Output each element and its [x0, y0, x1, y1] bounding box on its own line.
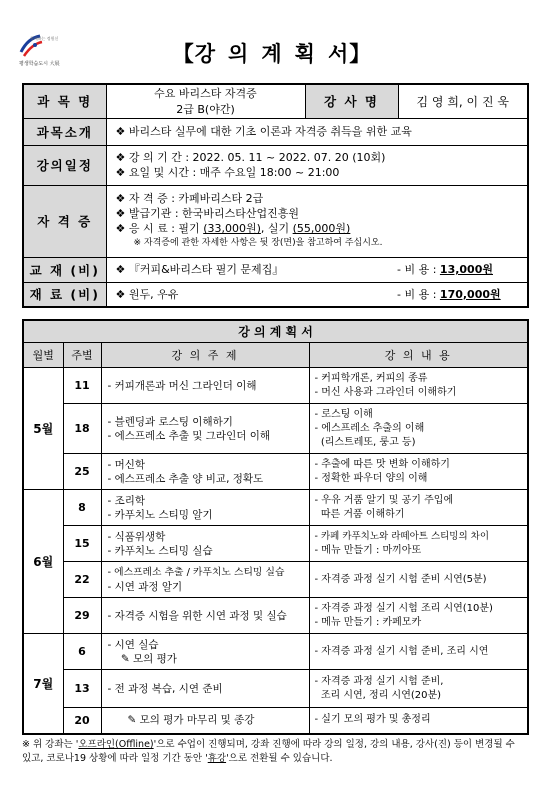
topic-cell: ✎ 모의 평가 마무리 및 종강	[101, 708, 309, 734]
cert-text: ❖ 자 격 증 : 카페바리스타 2급 ❖ 발급기관 : 한국바리스타산업진흥원 ❖ 응 시 료 : 필기 (33,000원), 실기 (55,000원) ※ 자격증에 관한 자세한 사항은 뒷 장(면)을 참고하여 주십시오.	[106, 185, 528, 257]
schedule-text: ❖ 강 의 기 간 : 2022. 05. 11 ~ 2022. 07. 20 (10회) ❖ 요일 및 시간 : 매주 수요일 18:00 ~ 21:00	[106, 145, 528, 185]
table-row	[23, 404, 528, 454]
document-title: 【강 의 계 획 서】	[172, 42, 372, 66]
textbook-label: 교 재 (비)	[23, 257, 106, 282]
content-cell: - 실기 모의 평가 및 총정리	[309, 708, 528, 734]
subject-label: 과 목 명	[23, 84, 106, 118]
table-row	[23, 454, 528, 490]
topic-cell: - 시연 실습 ✎ 모의 평가	[101, 634, 309, 670]
header-month: 월별	[23, 343, 63, 368]
header-week: 주별	[63, 343, 101, 368]
content-cell: - 로스팅 이해 - 에스프레소 추출의 이해 (리스트레또, 룽고 등)	[309, 404, 528, 454]
lecture-schedule-table	[22, 319, 529, 735]
table-row	[23, 598, 528, 634]
topic-cell: - 자격증 시험을 위한 시연 과정 및 실습	[101, 598, 309, 634]
week-cell: 22	[63, 562, 101, 598]
topic-cell: - 블렌딩과 로스팅 이해하기 - 에스프레소 추출 및 그라인더 이해	[101, 404, 309, 454]
instructor-name: 김 영 희, 이 진 욱	[398, 84, 528, 118]
week-cell: 6	[63, 634, 101, 670]
week-cell: 8	[63, 490, 101, 526]
instructor-label: 강 사 명	[305, 84, 398, 118]
subject-name: 수요 바리스타 자격증 2급 B(야간)	[106, 84, 305, 118]
table-row	[23, 368, 528, 404]
week-cell: 20	[63, 708, 101, 734]
header-content: 강 의 내 용	[309, 343, 528, 368]
cert-label: 자 격 증	[23, 185, 106, 257]
content-cell: - 카페 카푸치노와 라떼아트 스티밍의 차이 - 메뉴 만들기 : 마끼아또	[309, 526, 528, 562]
content-cell: - 추출에 따른 맛 변화 이해하기 - 정확한 파우더 양의 이해	[309, 454, 528, 490]
week-cell: 18	[63, 404, 101, 454]
table-row	[23, 562, 528, 598]
table-row	[23, 708, 528, 734]
material-label: 재 료 (비)	[23, 282, 106, 307]
table-row	[23, 526, 528, 562]
topic-cell: - 전 과정 복습, 시연 준비	[101, 670, 309, 708]
week-cell: 15	[63, 526, 101, 562]
week-cell: 13	[63, 670, 101, 708]
schedule-label: 강의일정	[23, 145, 106, 185]
content-cell: - 자격증 과정 실기 시험 준비, 조리 시연, 정리 시연(20분)	[309, 670, 528, 708]
cert-note: ※ 자격증에 관한 자세한 사항은 뒷 장(면)을 참고하여 주십시오.	[133, 238, 383, 248]
month-june: 6월	[23, 490, 63, 634]
content-cell: - 커피학개론, 커피의 종류 - 머신 사용과 그라인더 이해하기	[309, 368, 528, 404]
table-row	[23, 634, 528, 670]
content-cell: - 자격증 과정 실기 시험 조리 시연(10분) - 메뉴 만들기 : 카페모카	[309, 598, 528, 634]
content-cell: - 자격증 과정 실기 시험 준비 시연(5분)	[309, 562, 528, 598]
textbook-cost: 13,000원	[439, 263, 493, 276]
textbook-text: ❖ 『커피&바리스타 필기 문제집』 - 비 용 : 13,000원	[106, 257, 528, 282]
week-cell: 29	[63, 598, 101, 634]
logo-tagline: 함께하는 정원신	[30, 36, 59, 41]
material-text: ❖ 원두, 우유 - 비 용 : 170,000원	[106, 282, 528, 307]
topic-cell: - 조리학 - 카푸치노 스티밍 알기	[101, 490, 309, 526]
week-cell: 25	[63, 454, 101, 490]
intro-text: ❖ 바리스타 실무에 대한 기초 이론과 자격증 취득을 위한 교육	[106, 118, 528, 145]
content-cell: - 우유 거품 알기 및 공기 주입에 따른 거품 이해하기	[309, 490, 528, 526]
logo-name: 평생학습도시 大展	[19, 61, 60, 67]
intro-label: 과목소개	[23, 118, 106, 145]
content-cell: - 자격증 과정 실기 시험 준비, 조리 시연	[309, 634, 528, 670]
table-row	[23, 670, 528, 708]
month-may: 5월	[23, 368, 63, 490]
week-cell: 11	[63, 368, 101, 404]
course-info-table	[22, 83, 529, 308]
header-topic: 강 의 주 제	[101, 343, 309, 368]
schedule-banner: 강 의 계 획 서	[23, 320, 528, 343]
material-cost: 170,000원	[439, 287, 501, 301]
footnote: ※ 위 강좌는 '오프라인(Offline)'으로 수업이 진행되며, 강좌 진행에 따라 강의 일정, 강의 내용, 강사(진) 등이 변경될 수 있고, 코로나19 상황에 따라 일정 기간 동안 '휴강'으로 전환될 수 있습니다.	[22, 739, 515, 764]
topic-cell: - 에스프레소 추출 / 카푸치노 스티밍 실습 - 시연 과정 알기	[101, 562, 309, 598]
month-july: 7월	[23, 634, 63, 734]
topic-cell: - 식품위생학 - 카푸치노 스티밍 실습	[101, 526, 309, 562]
table-row	[23, 490, 528, 526]
topic-cell: - 커피개론과 머신 그라인더 이해	[101, 368, 309, 404]
topic-cell: - 머신학 - 에스프레소 추출 양 비교, 정확도	[101, 454, 309, 490]
